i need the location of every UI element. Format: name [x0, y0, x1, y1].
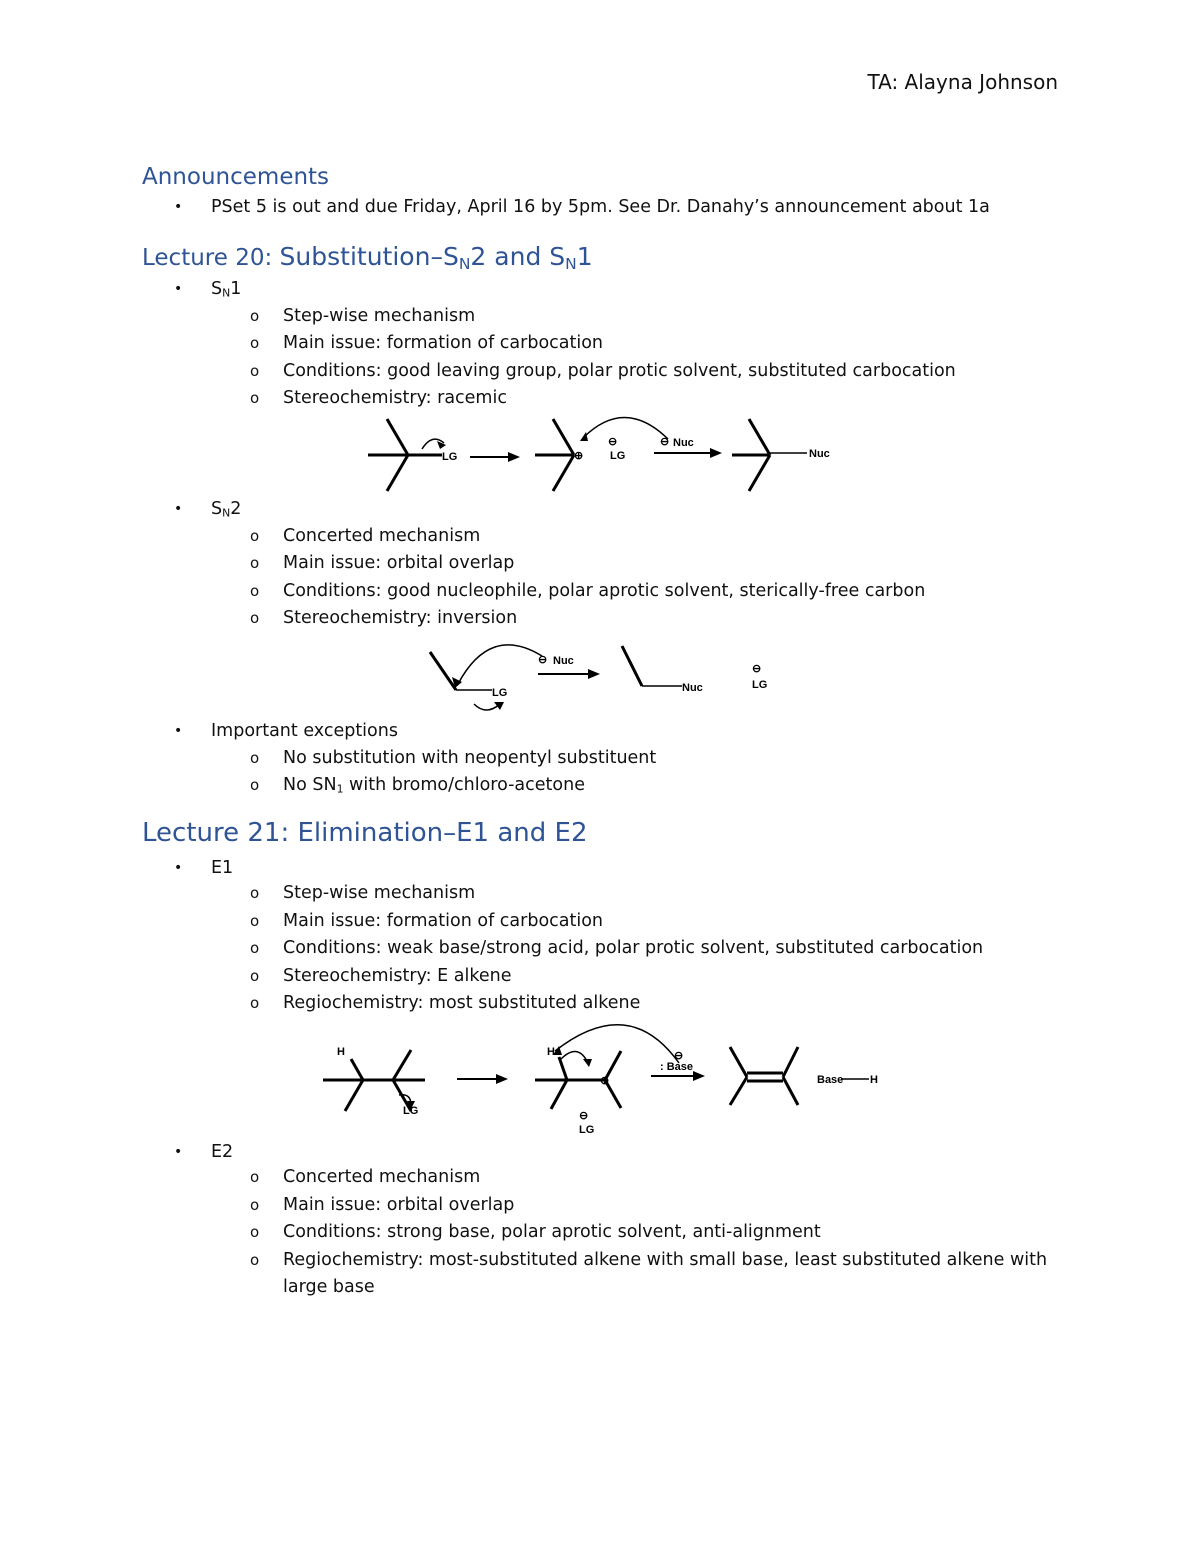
topic-part: 1: [576, 242, 593, 271]
label-subscript: N: [222, 506, 231, 520]
bullet: o: [250, 1168, 260, 1186]
list-item: [250, 1193, 515, 1217]
list-item-text: Regiochemistry: most-substituted alkene with small base, least substituted alkene with: [283, 1250, 1048, 1270]
bullet: o: [250, 582, 260, 600]
list-item: [250, 524, 481, 548]
base-label: Base: [817, 1074, 844, 1086]
e2-text: E2: [211, 1142, 234, 1162]
exceptions-label: [174, 719, 398, 743]
e2-label: [174, 1140, 234, 1164]
list-item: [250, 331, 604, 355]
list-item-text: Main issue: formation of carbocation: [283, 911, 604, 931]
topic-part: Substitution–S: [279, 242, 459, 271]
bullet: •: [174, 723, 183, 739]
list-item-text: Conditions: good leaving group, polar protic solvent, substituted carbocation: [283, 361, 956, 381]
list-item-text: Main issue: orbital overlap: [283, 553, 515, 573]
list-item: [250, 936, 984, 960]
carbocation-plus: ⊕: [600, 1075, 610, 1087]
leaving-group-label: LG: [579, 1124, 595, 1136]
list-item: [250, 773, 585, 802]
bullet: o: [250, 334, 260, 352]
sn1-label: [174, 277, 242, 306]
list-item-text: Regiochemistry: most substituted alkene: [283, 993, 641, 1013]
label-part: S: [211, 279, 223, 299]
e1-label: [174, 856, 234, 880]
nucleophile-label: Nuc: [553, 655, 574, 667]
bullet: o: [250, 912, 260, 930]
e1-mechanism-scheme: [315, 1015, 895, 1145]
bullet: o: [250, 554, 260, 572]
sn2-mechanism-scheme: [420, 630, 800, 720]
bullet: o: [250, 967, 260, 985]
anion-minus: ⊖: [660, 436, 670, 448]
nucleophile-label: Nuc: [673, 437, 694, 449]
anion-minus: ⊖: [752, 663, 762, 675]
list-item: [250, 1220, 821, 1244]
lecture-20-heading: [142, 242, 593, 273]
list-item-continuation: [283, 1275, 375, 1299]
topic-part: 2 and S: [470, 242, 566, 271]
bullet: o: [250, 527, 260, 545]
list-item-text: Concerted mechanism: [283, 526, 481, 546]
bullet: o: [250, 609, 260, 627]
announcement-item: [174, 195, 990, 219]
list-item-text: Stereochemistry: racemic: [283, 388, 507, 408]
list-item: [250, 991, 641, 1015]
bullet: •: [174, 1144, 183, 1160]
hydrogen-label: H: [870, 1074, 878, 1086]
exceptions-text: Important exceptions: [211, 721, 398, 741]
bullet: o: [250, 1196, 260, 1214]
bullet: •: [174, 860, 183, 876]
label-part: S: [211, 499, 223, 519]
bullet: o: [250, 1251, 260, 1269]
list-item-text: Main issue: formation of carbocation: [283, 333, 604, 353]
announcement-text: PSet 5 is out and due Friday, April 16 by 5pm. See Dr. Danahy’s announcement about 1a: [211, 197, 990, 217]
bullet: o: [250, 939, 260, 957]
list-item: [250, 1165, 481, 1189]
anion-minus: ⊖: [579, 1110, 589, 1122]
label-part: 2: [230, 499, 242, 519]
ta-name: TA: Alayna Johnson: [867, 70, 1058, 94]
list-item: [250, 1248, 1048, 1272]
list-item-text: large base: [283, 1277, 375, 1297]
lecture-20-topic: [280, 242, 593, 271]
list-item-text: No substitution with neopentyl substituent: [283, 748, 657, 768]
label-subscript: N: [222, 286, 231, 300]
leaving-group-label: LG: [403, 1105, 419, 1117]
list-item-text: Concerted mechanism: [283, 1167, 481, 1187]
list-item-text: Conditions: weak base/strong acid, polar protic solvent, substituted carbocation: [283, 938, 984, 958]
leaving-group-label: LG: [442, 451, 458, 463]
list-item: [250, 579, 926, 603]
list-item-subscript: 1: [336, 782, 344, 796]
list-item: [250, 964, 512, 988]
hydrogen-label: H: [547, 1046, 555, 1058]
bullet: •: [174, 501, 183, 517]
list-item-text: Stereochemistry: inversion: [283, 608, 518, 628]
list-item-text: Step-wise mechanism: [283, 306, 476, 326]
list-item: [250, 881, 476, 905]
bullet: o: [250, 307, 260, 325]
list-item-text: with bromo/chloro-acetone: [343, 775, 585, 795]
bullet: o: [250, 1223, 260, 1241]
list-item: [250, 746, 657, 770]
bullet: o: [250, 362, 260, 380]
anion-minus: ⊖: [674, 1050, 684, 1062]
bullet: o: [250, 994, 260, 1012]
list-item-text: Step-wise mechanism: [283, 883, 476, 903]
hydrogen-label: H: [337, 1046, 345, 1058]
lecture-20-prefix: Lecture 20:: [142, 245, 280, 271]
bullet: o: [250, 884, 260, 902]
leaving-group-label: LG: [752, 679, 768, 691]
list-item-text: Stereochemistry: E alkene: [283, 966, 512, 986]
sn1-mechanism-scheme: [360, 405, 840, 500]
anion-minus: ⊖: [608, 436, 618, 448]
list-item-text: No SN: [283, 775, 337, 795]
topic-subscript: N: [458, 254, 471, 273]
base-label: : Base: [660, 1061, 694, 1073]
leaving-group-label: LG: [610, 450, 626, 462]
lecture-21-heading: Lecture 21: Elimination–E1 and E2: [142, 818, 588, 848]
nucleophile-label: Nuc: [809, 448, 830, 460]
list-item-text: Main issue: orbital overlap: [283, 1195, 515, 1215]
list-item: [250, 304, 476, 328]
list-item: [250, 551, 515, 575]
bullet: o: [250, 389, 260, 407]
list-item: [250, 606, 518, 630]
anion-minus: ⊖: [538, 654, 548, 666]
list-item: [250, 909, 604, 933]
bullet: o: [250, 776, 260, 794]
bullet: •: [174, 281, 183, 297]
sn2-label: [174, 497, 242, 526]
nucleophile-label: Nuc: [682, 682, 703, 694]
e1-text: E1: [211, 858, 234, 878]
list-item-text: Conditions: strong base, polar aprotic solvent, anti-alignment: [283, 1222, 821, 1242]
list-item-text: Conditions: good nucleophile, polar aprotic solvent, sterically-free carbon: [283, 581, 926, 601]
bullet: o: [250, 749, 260, 767]
carbocation-plus: ⊕: [574, 450, 584, 462]
list-item: [250, 359, 956, 383]
bullet: •: [174, 199, 183, 215]
announcements-heading: Announcements: [142, 164, 330, 190]
label-part: 1: [230, 279, 242, 299]
topic-subscript: N: [565, 254, 577, 273]
leaving-group-label: LG: [492, 687, 508, 699]
